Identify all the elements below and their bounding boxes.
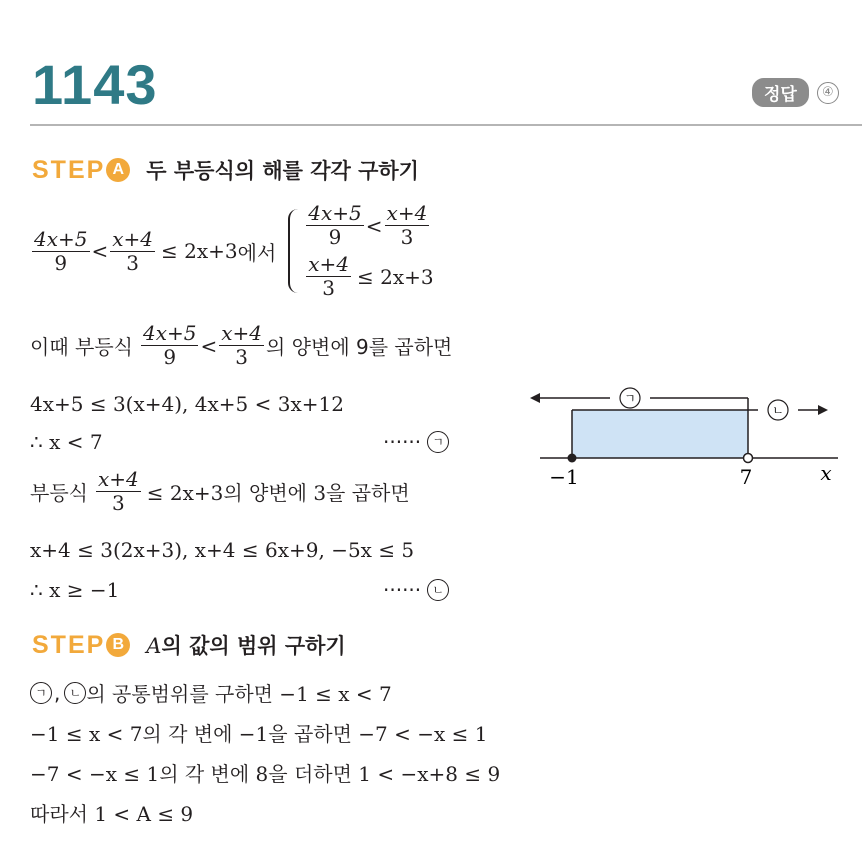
expression: ≤ 2x+3 <box>357 264 434 289</box>
right-value-label: 7 <box>739 465 753 489</box>
denominator: 3 <box>400 225 414 249</box>
dots: ······ <box>383 430 422 454</box>
step-b-line-2 <box>30 718 487 747</box>
expression: ∴ x < 7 <box>30 430 103 454</box>
expression: ∴ x ≥ −1 <box>30 578 120 602</box>
system-row-2 <box>304 253 433 300</box>
dots: ······ <box>383 578 422 602</box>
denominator: 3 <box>322 276 336 300</box>
fraction <box>306 202 364 249</box>
problem-number: 1143 <box>32 53 158 116</box>
answer-choice: ④ <box>817 82 839 104</box>
circled-mark-a: ㄱ <box>30 682 52 704</box>
prefix-text: 부등식 <box>30 481 88 505</box>
denominator: 9 <box>54 250 68 275</box>
step-b-label: STEP <box>32 630 106 659</box>
operator: < <box>365 213 383 238</box>
header-divider <box>30 124 862 126</box>
suffix-text: ≤ 2x+3의 양변에 3을 곱하면 <box>146 481 410 505</box>
numerator: 4x+5 <box>34 226 88 251</box>
inequality-line-7 <box>30 578 119 602</box>
circled-mark-b: ㄴ <box>64 682 86 704</box>
axis-variable-label: x <box>820 461 832 485</box>
operator: < <box>200 333 218 358</box>
denominator: 3 <box>235 345 248 369</box>
inequality-line-5 <box>30 468 410 515</box>
prefix-text: 이때 부등식 <box>30 335 133 359</box>
left-value-label: −1 <box>549 465 579 489</box>
step-a-letter: A <box>106 158 130 182</box>
mark-b-label: ㄴ <box>772 403 784 418</box>
numerator: x+4 <box>308 252 350 276</box>
suffix-text: 에서 <box>237 240 277 265</box>
inequality-line-4 <box>30 430 103 454</box>
fraction <box>110 228 155 275</box>
circled-mark-a: ㄱ <box>427 431 449 453</box>
expression: 4x+5 ≤ 3(x+4), 4x+5 < 3x+12 <box>30 392 344 416</box>
system-row-1 <box>304 202 433 249</box>
denominator: 3 <box>126 250 140 275</box>
number-line-diagram <box>520 380 850 490</box>
fraction <box>219 322 264 369</box>
fraction <box>385 202 430 249</box>
fraction <box>306 253 351 300</box>
fraction <box>96 468 141 515</box>
mark-a-label: ㄱ <box>624 391 636 406</box>
step-b-line-3 <box>30 758 500 787</box>
step-b-line-1: ㄱ , ㄴ 의 공통범위를 구하면 −1 ≤ x < 7 <box>30 678 392 707</box>
expression: x+4 ≤ 3(2x+3), x+4 ≤ 6x+9, −5x ≤ 5 <box>30 538 415 562</box>
inequality-line-3 <box>30 392 344 416</box>
denominator: 3 <box>111 491 125 515</box>
inequality-system <box>304 202 433 300</box>
range-shading <box>572 410 748 458</box>
numerator: x+4 <box>112 226 154 251</box>
circled-mark-b: ㄴ <box>427 579 449 601</box>
step-b-title-var: A <box>146 634 162 658</box>
closed-endpoint <box>568 454 577 463</box>
fraction <box>141 322 199 369</box>
open-endpoint <box>744 454 753 463</box>
step-a-title: 두 부등식의 해를 각각 구하기 <box>146 159 419 183</box>
reference-b <box>383 578 449 602</box>
arrow-left-icon <box>530 393 540 403</box>
suffix-text: 의 양변에 9를 곱하면 <box>266 335 453 359</box>
inequality-line-2 <box>30 322 452 369</box>
expression: ≤ 2x+3 <box>161 239 238 263</box>
denominator: 9 <box>163 345 177 369</box>
expression: −1 ≤ x < 7의 각 변에 −1을 곱하면 −7 < −x ≤ 1 <box>30 722 488 746</box>
numerator: x+4 <box>386 201 428 225</box>
system-brace <box>288 209 298 293</box>
inequality-line-1 <box>30 202 434 300</box>
step-a-heading <box>32 155 419 185</box>
answer-area <box>752 78 839 107</box>
step-b-title <box>146 630 345 660</box>
step-b-line-4 <box>30 798 193 827</box>
step-b-letter: B <box>106 633 130 657</box>
expression: 따라서 1 < A ≤ 9 <box>30 802 194 826</box>
operator: < <box>91 239 109 263</box>
expression: 의 공통범위를 구하면 −1 ≤ x < 7 <box>86 682 392 706</box>
numerator: x+4 <box>97 467 139 491</box>
answer-badge: 정답 <box>752 78 809 107</box>
inequality-line-6 <box>30 538 414 562</box>
arrow-right-icon <box>818 405 828 415</box>
expression: −7 < −x ≤ 1의 각 변에 8을 더하면 1 < −x+8 ≤ 9 <box>30 762 501 786</box>
numerator: 4x+5 <box>308 201 362 225</box>
step-b-title-rest: 의 값의 범위 구하기 <box>161 634 346 658</box>
denominator: 9 <box>328 225 342 249</box>
step-a-label: STEP <box>32 155 106 184</box>
fraction <box>32 228 90 275</box>
step-b-heading <box>32 630 346 660</box>
numerator: 4x+5 <box>142 321 197 345</box>
numerator: x+4 <box>221 321 262 345</box>
reference-a <box>383 430 449 454</box>
